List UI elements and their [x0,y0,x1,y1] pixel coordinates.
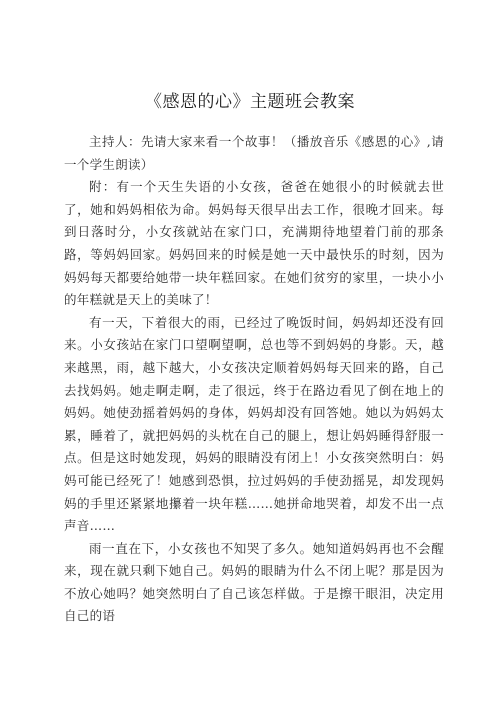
paragraph-rain-continues: 雨一直在下，小女孩也不知哭了多久。她知道妈妈再也不会醒来，现在就只剩下她自己。妈妈的眼睛为什么不闭上呢？那是因为不放心她吗？她突然明白了自己该怎样做。于是擦干眼泪，决定用自己的语 [64,540,444,624]
document-body [64,131,444,628]
document-title: 《感恩的心》主题班会教案 [145,92,355,112]
paragraph-rainy-day: 有一天，下着很大的雨，已经过了晚饭时间，妈妈却还没有回来。小女孩站在家门口望啊望啊，总也等不到妈妈的身影。天，越来越黑，雨，越下越大，小女孩决定顺着妈妈每天回来的路，自己去找妈妈。她走啊走啊，走了很远，终于在路边看见了倒在地上的妈妈。她使劲摇着妈妈的身体，妈妈却没有回答她。她以为妈妈太累，睡着了，就把妈妈的头枕在自己的腿上，想让妈妈睡得舒服一点。但是这时她发现，妈妈的眼睛没有闭上！小女孩突然明白：妈妈可能已经死了！她感到恐惧，拉过妈妈的手使劲摇晃，却发现妈妈的手里还紧紧地攥着一块年糕……她拼命地哭着，却发不出一点声音…… [64,314,444,534]
paragraph-story-opening: 附：有一个天生失语的小女孩，爸爸在她很小的时候就去世了，她和妈妈相依为命。妈妈每天很早出去工作，很晚才回来。每到日落时分，小女孩就站在家门口，充满期待地望着门前的那条路，等妈妈回家。妈妈回来的时候是她一天中最快乐的时刻，因为妈妈每天都要给她带一块年糕回家。在她们贫穷的家里，一块小小的年糕就是天上的美味了！ [64,179,444,308]
paragraph-host-intro: 主持人：先请大家来看一个故事！（播放音乐《感恩的心》,请一个学生朗读） [64,134,444,172]
